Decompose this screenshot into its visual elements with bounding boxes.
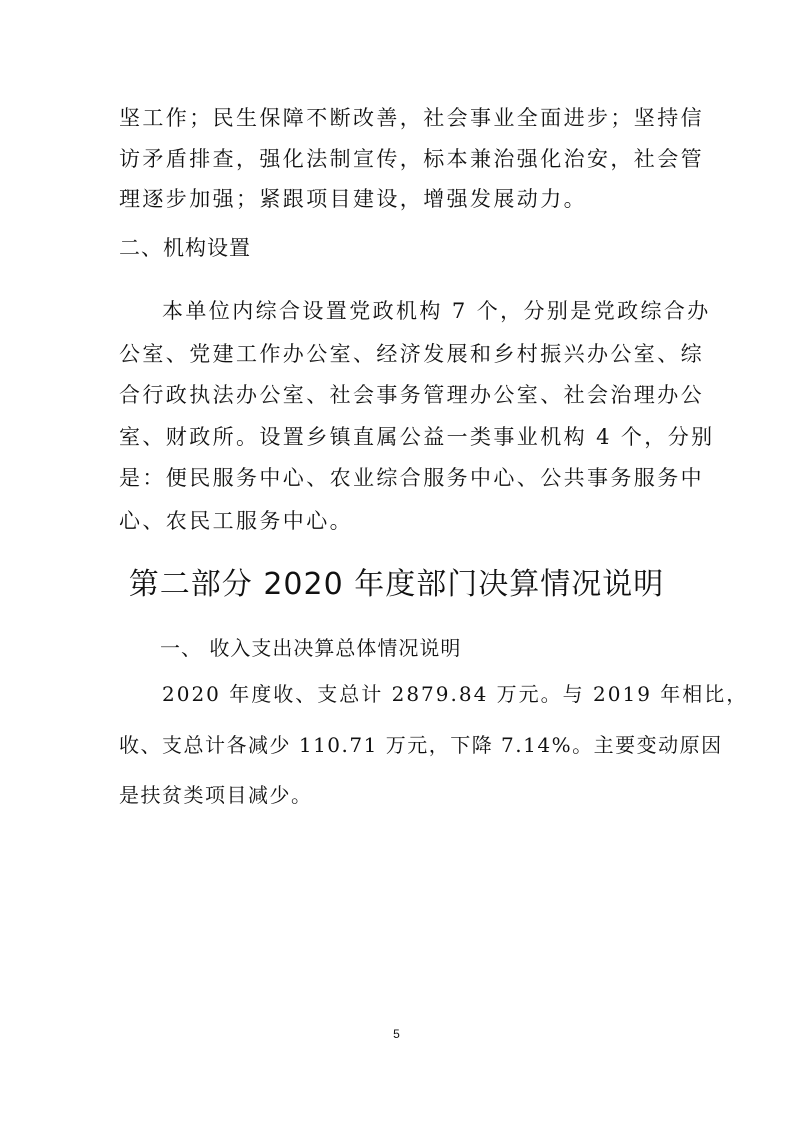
- paragraph-line: 理逐步加强；紧跟项目建设，增强发展动力。: [119, 187, 587, 211]
- part-title: 第二部分 2020 年度部门决算情况说明: [128, 567, 665, 602]
- page-number: 5: [393, 1027, 400, 1041]
- paragraph-line: 合行政执法办公室、社会事务管理办公室、社会治理办公: [119, 383, 704, 407]
- paragraph-line: 2020 年度收、支总计 2879.84 万元。与 2019 年相比，: [162, 682, 749, 706]
- paragraph-line: 访矛盾排查，强化法制宣传，标本兼治强化治安，社会管: [119, 147, 704, 171]
- paragraph-line: 公室、党建工作办公室、经济发展和乡村振兴办公室、综: [119, 342, 704, 366]
- paragraph-line: 是：便民服务中心、农业综合服务中心、公共事务服务中: [119, 466, 704, 490]
- paragraph-line: 是扶贫类项目减少。: [119, 783, 313, 807]
- paragraph-line: 收、支总计各减少 110.71 万元，下降 7.14%。主要变动原因: [119, 733, 723, 757]
- paragraph-line: 坚工作；民生保障不断改善，社会事业全面进步；坚持信: [119, 106, 704, 130]
- paragraph-line: 室、财政所。设置乡镇直属公益一类事业机构 4 个，分别: [119, 425, 715, 449]
- paragraph-line: 本单位内综合设置党政机构 7 个，分别是党政综合办: [162, 299, 711, 323]
- section-heading-org: 二、机构设置: [119, 236, 251, 260]
- subsection-heading: 一、 收入支出决算总体情况说明: [160, 636, 462, 660]
- paragraph-line: 心、农民工服务中心。: [119, 509, 353, 533]
